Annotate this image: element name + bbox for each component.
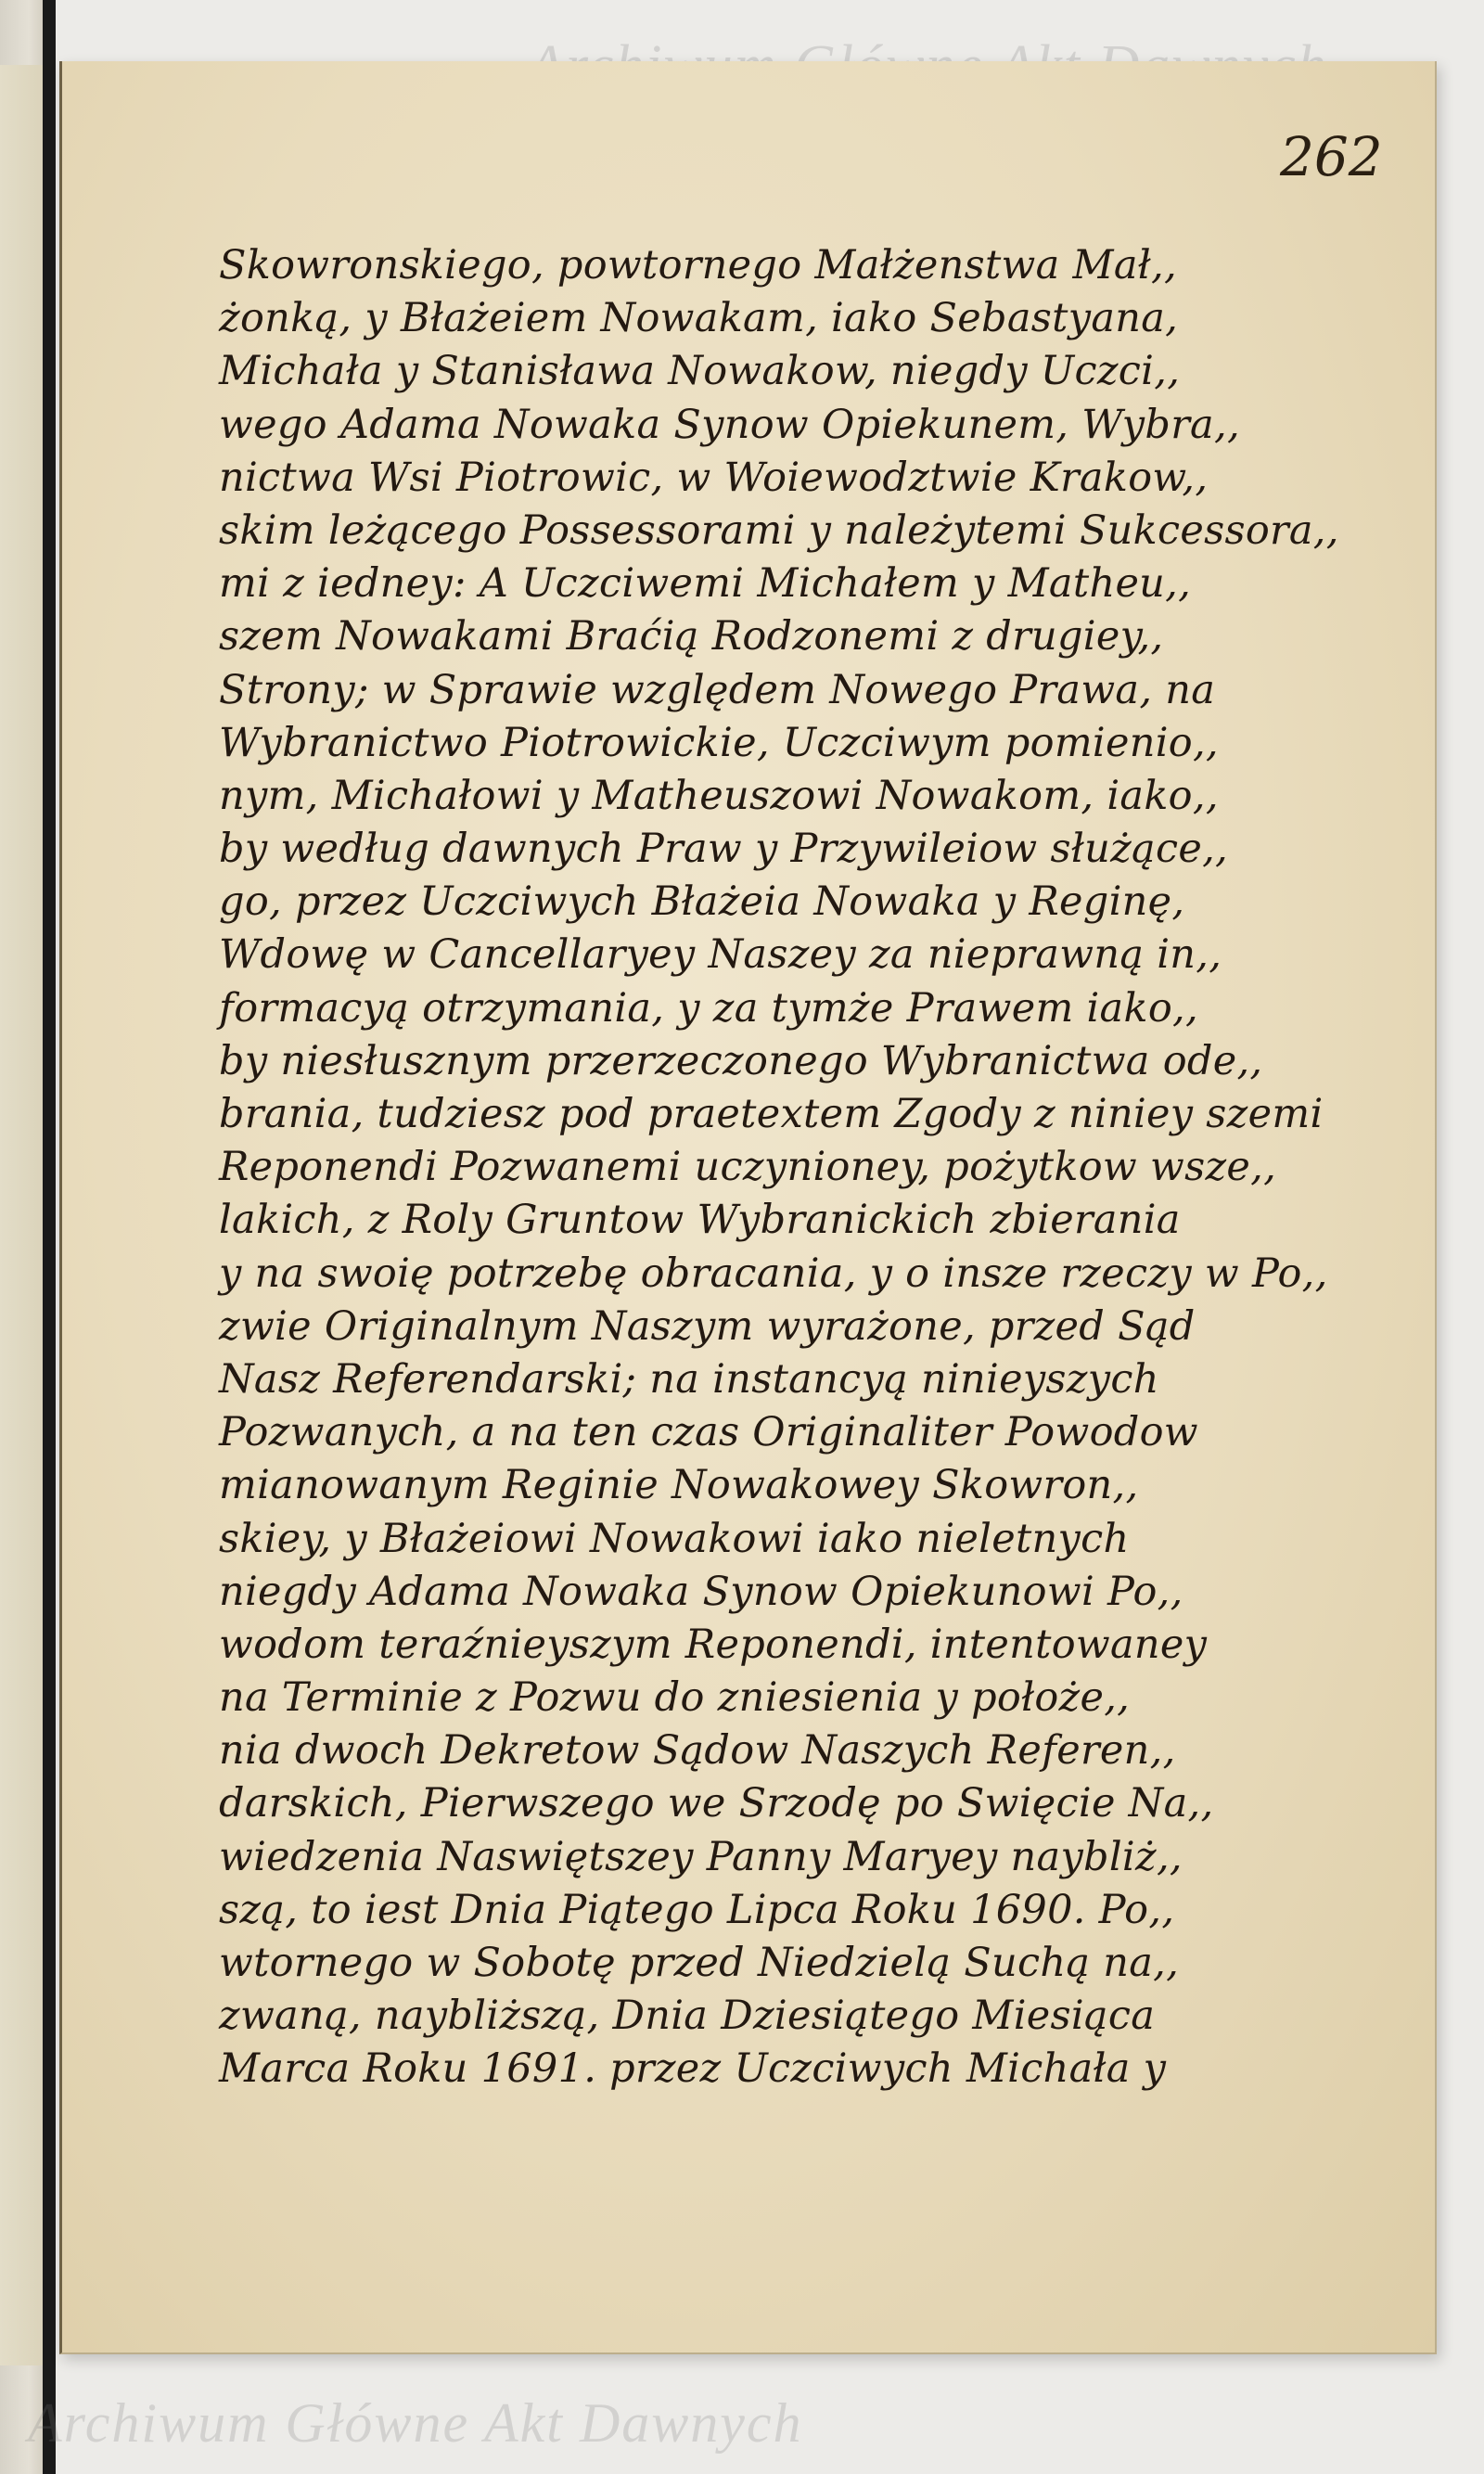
manuscript-line: Wdowę w Cancellaryey Naszey za nieprawną in,, (219, 931, 1222, 979)
manuscript-line: mi z iedney: A Uczciwemi Michałem y Matheu,, (219, 560, 1192, 608)
manuscript-line: by niesłusznym przerzeczonego Wybranictwa ode,, (219, 1037, 1263, 1084)
manuscript-line: na Terminie z Pozwu do zniesienia y położe,, (219, 1674, 1131, 1722)
manuscript-line: Nasz Referendarski; na instancyą ninieyszych (219, 1355, 1159, 1403)
manuscript-line: Wybranictwo Piotrowickie, Uczciwym pomienio,, (219, 719, 1219, 766)
manuscript-line: zwaną, naybliższą, Dnia Dziesiątego Miesiąca (219, 1993, 1156, 2040)
manuscript-line: formacyą otrzymania, y za tymże Prawem iako,, (219, 984, 1198, 1032)
manuscript-line: żonką, y Błażeiem Nowakam, iako Sebastyana, (219, 295, 1179, 342)
page-number: 262 (1280, 125, 1383, 188)
manuscript-line: wiedzenia Naswiętszey Panny Maryey naybliż,, (219, 1833, 1183, 1880)
manuscript-line: nictwa Wsi Piotrowic, w Woiewodztwie Krakow,, (219, 454, 1209, 501)
manuscript-line: darskich, Pierwszego we Srzodę po Swięcie Na,, (219, 1780, 1214, 1827)
manuscript-line: lakich, z Roly Gruntow Wybranickich zbierania (219, 1197, 1181, 1244)
manuscript-line: zwie Originalnym Naszym wyrażone, przed Sąd (219, 1302, 1196, 1350)
manuscript-line: brania, tudziesz pod praetextem Zgody z niniey szemi (219, 1091, 1324, 1137)
manuscript-line: skim leżącego Possessorami y należytemi Sukcessora,, (219, 506, 1339, 554)
manuscript-line: Marca Roku 1691. przez Uczciwych Michała y (219, 2045, 1167, 2093)
manuscript-line: Pozwanych, a na ten czas Originaliter Powodow (219, 1409, 1198, 1456)
manuscript-line: y na swoię potrzebę obracania, y o insze rzeczy w Po,, (219, 1250, 1328, 1297)
manuscript-line: nia dwoch Dekretow Sądow Naszych Referen,, (219, 1727, 1176, 1775)
manuscript-line: wego Adama Nowaka Synow Opiekunem, Wybra,, (219, 401, 1240, 448)
binding-strip (43, 0, 56, 2474)
manuscript-line: skiey, y Błażeiowi Nowakowi iako nieletnych (219, 1515, 1130, 1562)
manuscript-line: Reponendi Pozwanemi uczynioney, pożytkow wsze,, (219, 1144, 1277, 1191)
manuscript-line: wtornego w Sobotę przed Niedzielą Suchą na,, (219, 1940, 1180, 1986)
manuscript-line: by według dawnych Praw y Przywileiow służące,, (219, 826, 1229, 873)
manuscript-line: mianowanym Reginie Nowakowey Skowron,, (219, 1462, 1139, 1509)
manuscript-line: niegdy Adama Nowaka Synow Opiekunowi Po,, (219, 1568, 1183, 1615)
manuscript-text (219, 239, 1339, 2096)
manuscript-line: Strony; w Sprawie względem Nowego Prawa, na (219, 666, 1216, 713)
manuscript-line: go, przez Uczciwych Błażeia Nowaka y Reginę, (219, 878, 1185, 926)
manuscript-line: szem Nowakami Braćią Rodzonemi z drugiey,, (219, 613, 1164, 660)
manuscript-line: szą, to iest Dnia Piątego Lipca Roku 1690. Po,, (219, 1886, 1175, 1933)
manuscript-line: Michała y Stanisława Nowakow, niegdy Uczci,, (219, 348, 1181, 395)
watermark-bottom: Archiwum Główne Akt Dawnych (28, 2392, 803, 2454)
manuscript-line: wodom teraźnieyszym Reponendi, intentowaney (219, 1621, 1208, 1668)
manuscript-line: nym, Michałowi y Matheuszowi Nowakom, iako,, (219, 772, 1219, 819)
manuscript-line: Skowronskiego, powtornego Małżenstwa Mał,, (219, 242, 1177, 288)
